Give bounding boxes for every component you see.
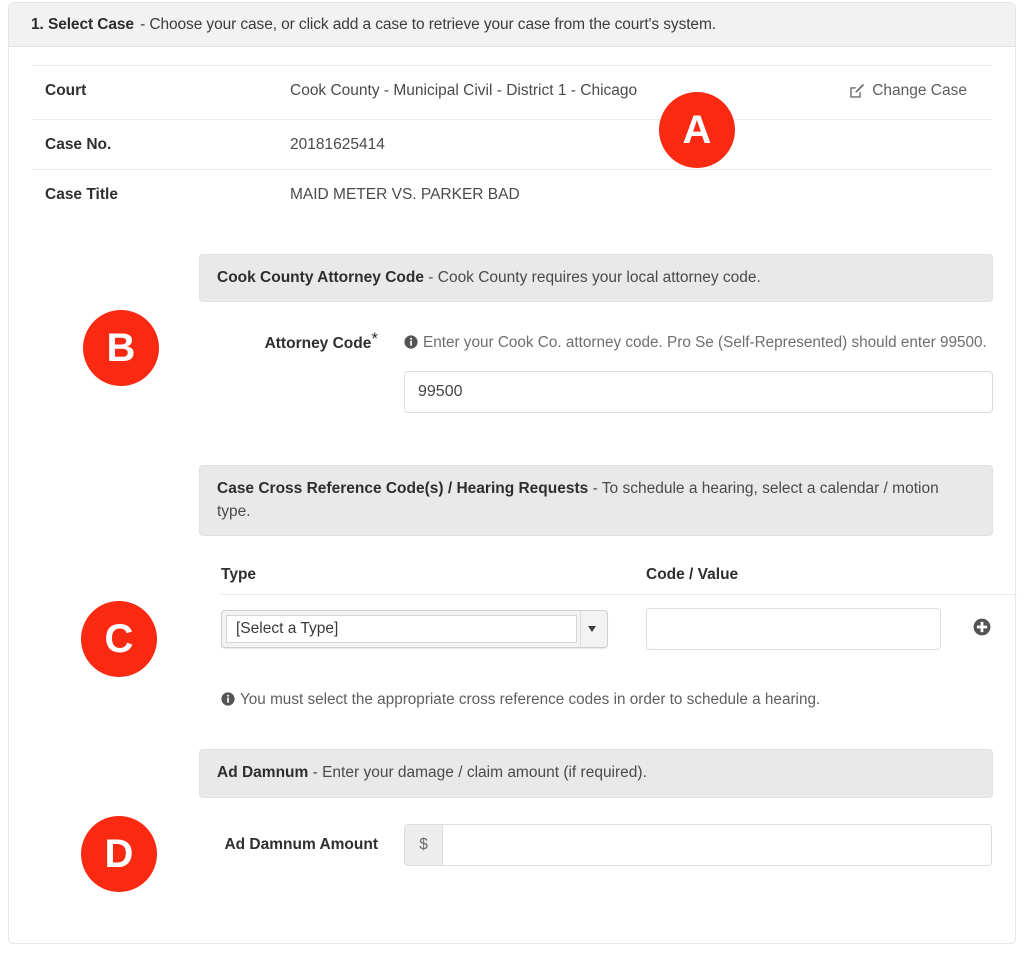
- code-value-input[interactable]: [646, 608, 941, 650]
- cross-reference-note: You must select the appropriate cross reference codes in order to schedule a hearing.: [240, 691, 821, 709]
- currency-symbol: $: [404, 824, 442, 866]
- required-asterisk: *: [371, 329, 378, 349]
- attorney-code-field-row: [199, 329, 993, 413]
- step-number: 1.: [31, 15, 44, 33]
- type-cell: [221, 610, 646, 648]
- header-separator: -: [140, 15, 146, 33]
- attorney-code-section-description: Cook County requires your local attorney code.: [437, 269, 761, 286]
- chevron-down-icon: [588, 626, 596, 632]
- ad-damnum-input-group: [404, 824, 992, 866]
- add-row-cell: [952, 618, 1012, 641]
- case-no-label: Case No.: [45, 136, 112, 153]
- column-header-type: Type: [221, 566, 257, 584]
- attorney-code-control: [404, 332, 993, 413]
- step-description: Choose your case, or click add a case to retrieve your case from the court's system.: [149, 15, 716, 33]
- attorney-code-label-wrap: [199, 329, 404, 413]
- ad-damnum-control: [404, 824, 993, 866]
- panel-body: [9, 65, 1015, 866]
- annotation-badge-d: D: [81, 816, 157, 892]
- court-value: Cook County - Municipal Civil - District 1 - Chicago: [290, 82, 638, 99]
- ad-damnum-input[interactable]: [442, 824, 992, 866]
- case-title-value: MAID METER VS. PARKER BAD: [290, 186, 520, 203]
- attorney-code-section-header: [199, 254, 993, 302]
- cross-reference-column-headers: [221, 566, 1017, 595]
- type-select-value: [Select a Type]: [226, 615, 577, 643]
- table-row: [31, 170, 993, 220]
- attorney-code-section-separator: -: [428, 269, 434, 286]
- case-title-label: Case Title: [45, 186, 118, 203]
- court-label: Court: [45, 82, 87, 99]
- cross-reference-section-title: Case Cross Reference Code(s) / Hearing Requests: [217, 480, 589, 498]
- table-row: [31, 120, 993, 170]
- annotation-badge-a: A: [659, 92, 735, 168]
- attorney-code-hint-wrap: [404, 332, 993, 354]
- cross-reference-row: [221, 595, 1017, 650]
- change-case-label: Change Case: [872, 82, 967, 99]
- ad-damnum-section-header: [199, 749, 993, 797]
- attorney-code-label: Attorney Code: [264, 335, 372, 353]
- annotation-badge-b: B: [83, 310, 159, 386]
- cross-reference-section-header: [199, 465, 993, 536]
- info-circle-icon: [404, 334, 418, 348]
- panel-header: [9, 3, 1015, 47]
- attorney-code-hint: Enter your Cook Co. attorney code. Pro Se (Self-Represented) should enter 99500.: [423, 334, 987, 352]
- case-info-table: [31, 65, 993, 219]
- ad-damnum-section-separator: -: [312, 764, 318, 782]
- ad-damnum-section-description: Enter your damage / claim amount (if required).: [322, 764, 647, 782]
- code-value-cell: [646, 608, 952, 650]
- add-circle-plus-icon[interactable]: [973, 618, 991, 636]
- ad-damnum-label: Ad Damnum Amount: [224, 835, 378, 853]
- edit-pencil-square-icon: [849, 83, 865, 99]
- type-select-arrow-box[interactable]: [580, 611, 603, 647]
- attorney-code-section-title: Cook County Attorney Code: [217, 269, 424, 286]
- case-no-value: 20181625414: [290, 136, 385, 153]
- column-header-code-value: Code / Value: [646, 566, 739, 584]
- cross-reference-section-description: To schedule a hearing, select a calendar / motion type.: [217, 480, 939, 520]
- info-circle-icon: [221, 692, 235, 706]
- change-case-cell: [810, 66, 993, 120]
- ad-damnum-field-row: [199, 824, 993, 866]
- annotation-badge-c: C: [81, 601, 157, 677]
- attorney-code-input[interactable]: [404, 371, 993, 413]
- page-title: Select Case: [47, 15, 134, 33]
- table-row: [31, 66, 993, 120]
- cross-reference-note-wrap: [221, 691, 1017, 709]
- empty-cell: [810, 120, 993, 170]
- ad-damnum-section-title: Ad Damnum: [217, 764, 309, 782]
- type-select[interactable]: [221, 610, 608, 648]
- empty-cell: [810, 170, 993, 220]
- cross-reference-section-separator: -: [592, 480, 598, 498]
- select-case-panel: [8, 2, 1016, 944]
- change-case-button[interactable]: [849, 82, 967, 100]
